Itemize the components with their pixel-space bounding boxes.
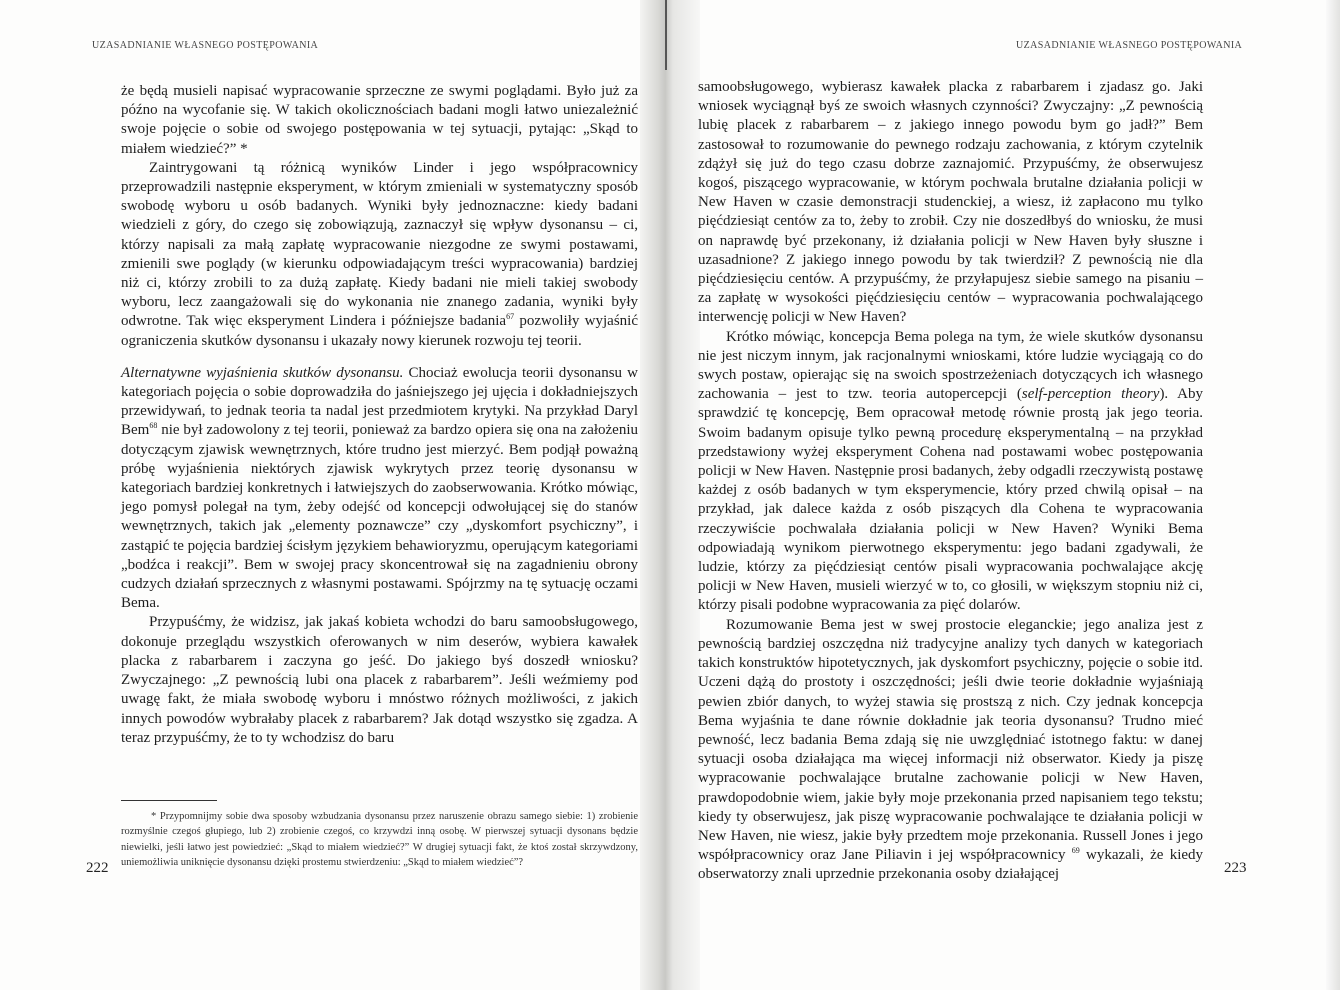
footnote-ref: 68 xyxy=(149,421,158,431)
body-text xyxy=(698,78,1203,885)
running-header: UZASADNIANIE WŁASNEGO POSTĘPOWANIA xyxy=(1016,40,1243,51)
page-number: 223 xyxy=(1224,860,1247,876)
paragraph-text: Rozumowanie Bema jest w swej prostocie eleganckie; jego analiza jest z pewnością bardziej oszczędna niż tradycyjne analizy tych danych w kategoriach takich konstruktów hipotetycznych, jak dyskomfort psychiczny, pojęcie o sobie itd. Uczeni dążą do prostoty i oszczędności; jeśli dwie teorie dokładnie wyjaśniają pewien zbiór danych, to wyżej stawia się prostszą z nich. Czy jednak koncepcja Bema wyjaśnia te dane równie dokładnie jak teoria dysonansu? Trudno mieć pewność, lecz badania Bema zdają się nie uwzględniać istotnego faktu: w danej sytuacji osoba działająca ma więcej informacji niż obserwator. Kiedy ja piszę wypracowanie pochwalające brutalne zachowanie policji w New Haven, prawdopodobnie wiem, jakie były moje przekonania przed napisaniem tego tekstu; kiedy ty obserwujesz, jak piszę wypracowanie pochwalające te działania policji w New Haven, nie wiesz, jakie były przedtem moje przekonania. Russell Jones i jego współpracownicy oraz Jane Piliavin i jej współpracownicy xyxy=(698,616,1203,864)
footnote-rule xyxy=(121,800,217,801)
left-page xyxy=(0,0,660,990)
paragraph-text: nie był zadowolony z tej teorii, ponieważ za bardzo opiera się ona na założeniu dotyczącym zjawisk wewnętrznych, które trudno jest mierzyć. Bem podjął poważną próbę wyjaśnienia niektórych zjawisk wykrytych przez teorię dysonansu w kategoriach bardziej konkretnych i łatwiejszych do zaobserwowania. Krótko mówiąc, jego pomysł polegał na tym, żeby odejść od koncepcji odwołującej się do stanów wewnętrznych, takich jak „elementy poznawcze” czy „dyskomfort psychiczny”, i zastąpić te pojęcia bardziej ścisłym językiem behawioryzmu, operującym kategoriami „bodźca i reakcji”. Bem w swojej pracy skoncentrował się na zagadnieniu obrony cudzych działań sprzecznych z własnymi postawami. Spójrzmy na tę sytuację oczami Bema. xyxy=(121,422,638,612)
paragraph-text: Chociaż ewolucja teorii dysonansu w kategoriach pojęcia o sobie doprowadziła do jaśniejszego jej ujęcia i dokładniejszych przewidywań, to jednak teoria ta nadal jest przedmiotem krytyki. Na przykład Daryl Bem xyxy=(121,364,638,439)
footnote-ref: 67 xyxy=(506,312,515,322)
paragraph xyxy=(121,159,638,351)
paragraph: że będą musieli napisać wypracowanie sprzeczne ze swymi poglądami. Było już za późno na wycofanie się. W takich okolicznościach badani mogli łatwo uniezależnić swoje pojęcie o sobie od swojego postępowania w tej sytuacji, pytając: „Skąd to miałem wiedzieć?” * xyxy=(121,83,638,157)
italic-term: self-perception theory xyxy=(1021,386,1160,403)
paragraph-text: wykazali, że kiedy obserwatorzy znali uprzednie przekonania osoby działającej xyxy=(698,847,1204,883)
footnote-ref: 69 xyxy=(1071,846,1080,856)
right-page xyxy=(690,0,1340,990)
paragraph: Przypuśćmy, że widzisz, jak jakaś kobieta wchodzi do baru samoobsługowego, dokonuje przeglądu wszystkich oferowanych w nim deserów, wybiera kawałek placka z rabarbarem i zaczyna go jeść. Do jakiego byś doszedł wniosku? Zwyczajnego: „Z pewnością lubi ona placek z rabarbarem”. Jeśli weźmiemy pod uwagę fakt, że miała swobodę wyboru i mnóstwo różnych możliwości, z jakich innych powodów wybrałaby placek z rabarbarem? Jak dotąd wszystko się zgadza. A teraz przypuśćmy, że to ty wchodzisz do baru xyxy=(121,614,638,746)
paragraph: samoobsługowego, wybierasz kawałek placka z rabarbarem i zjadasz go. Jaki wniosek wyciągnął byś ze swoich własnych czynności? Zwyczajny: „Z pewnością lubię placek z rabarbarem – z jakiego innego powodu bym go jadł?” Bem zastosował to rozumowanie do pewnego rodzaju zachowania, z którym czytelnik zdążył się już do tego czasu dobrze zaznajomić. Przypuśćmy, że obserwujesz kogoś, piszącego wypracowanie, w którym pochwala brutalne działania policji w New Haven w czasie demonstracji studenckiej, a wiesz, iż zapłacono mu tylko pięćdziesiąt centów za to, żeby to zrobił. Czy nie doszedłbyś do wniosku, że musi on naprawdę być przekonany, iż działania policji w New Haven były słuszne i uzasadnione? Z jakiego innego powodu by tak twierdził? Z pewnością nie dla pięćdziesięciu centów. A przypuśćmy, że przyłapujesz siebie samego na pisaniu – za zapłatę w wysokości pięćdziesięciu centów – wypracowania pochwalającego interwencję policji w New Haven? xyxy=(698,79,1203,326)
binding-mark xyxy=(665,0,667,70)
paragraph-text: pozwoliły wyjaśnić ograniczenia skutków dysonansu i ukazały nowy kierunek rozwoju tej teorii. xyxy=(121,313,638,349)
paragraph xyxy=(698,328,1203,616)
body-text xyxy=(121,82,638,748)
section-title: Alternatywne wyjaśnienia skutków dysonansu. xyxy=(121,364,404,381)
page-number: 222 xyxy=(86,860,109,876)
paragraph-text: Krótko mówiąc, koncepcja Bema polega na tym, że wiele skutków dysonansu nie jest niczym innym, jak racjonalnymi wnioskami, które ludzie wyciągają co do swych postaw, opierając się na swoich spostrzeżeniach dotyczących ich własnego zachowania – jest to tzw. teoria autopercepcji ( xyxy=(698,328,1203,403)
paragraph xyxy=(121,364,638,614)
paragraph xyxy=(698,616,1203,885)
running-header: UZASADNIANIE WŁASNEGO POSTĘPOWANIA xyxy=(92,40,319,51)
footnote-text: * Przypomnijmy sobie dwa sposoby wzbudzania dysonansu przez naruszenie obrazu samego siebie: 1) zrobienie rozmyślnie czegoś głupiego, lub 2) zrobienie czegoś, co krzywdzi inną osobę. W pierwszej sytuacji dysonans będzie niewielki, jeśli łatwo jest powiedzieć: „Skąd to miałem wiedzieć?” W drugiej sytuacji fakt, że ktoś został skrzywdzony, uniemożliwia uniknięcie dysonansu dzięki prostemu stwierdzeniu: „Skąd to miałem wiedzieć”? xyxy=(121,811,638,868)
paragraph-text: Zaintrygowani tą różnicą wyników Linder i jego współpracownicy przeprowadzili następnie eksperyment, w którym zmieniali w systematyczny sposób swobodę wyboru u osób badanych. Wyniki były jednoznaczne: kiedy badani wiedzieli z góry, do czego się zobowiązują, zaznaczył się wpływ dysonansu – ci, którzy napisali za małą zapłatę wypracowanie niezgodne ze swymi postawami, zmienili swe poglądy (w kierunku odpowiadającym treści wypracowania) bardziej niż ci, którzy zrobili to za dużą zapłatę. Kiedy badani nie mieli takiej swobody wyboru, lecz zaangażowali się do wykonania nie znanego zadania, wyniki były odwrotne. Tak więc eksperyment Lindera i późniejsze badania xyxy=(121,159,638,330)
paragraph-text: ). Aby sprawdzić tę koncepcję, Bem opracował metodę równie prostą jak jego teoria. Swoim badanym opisuje tylko pewną procedurę eksperymentalną – na przykład przedstawiony wyżej eksperyment Cohena nad postawami wobec postępowania policji w New Haven. Następnie prosi badanych, żeby odgadli rzeczywistą postawę każdej z osób badanych w tym eksperymencie, który przed chwilą opisał – na przykład, jak dalece każda z osób piszących dla Cohena te wypracowania rzeczywiście pochwalała działania policji w New Haven? Wyniki Bema odpowiadają wynikom pierwotnego eksperymentu: jego badani zgadywali, że ludzie, którzy za pięćdziesiąt centów pisali wypracowania pochwalające akcję policji w New Haven, musieli wierzyć w to, co głosili, w większym stopniu niż ci, którzy pisali podobne wypracowania za pięć dolarów. xyxy=(698,386,1204,614)
footnote xyxy=(121,809,638,870)
